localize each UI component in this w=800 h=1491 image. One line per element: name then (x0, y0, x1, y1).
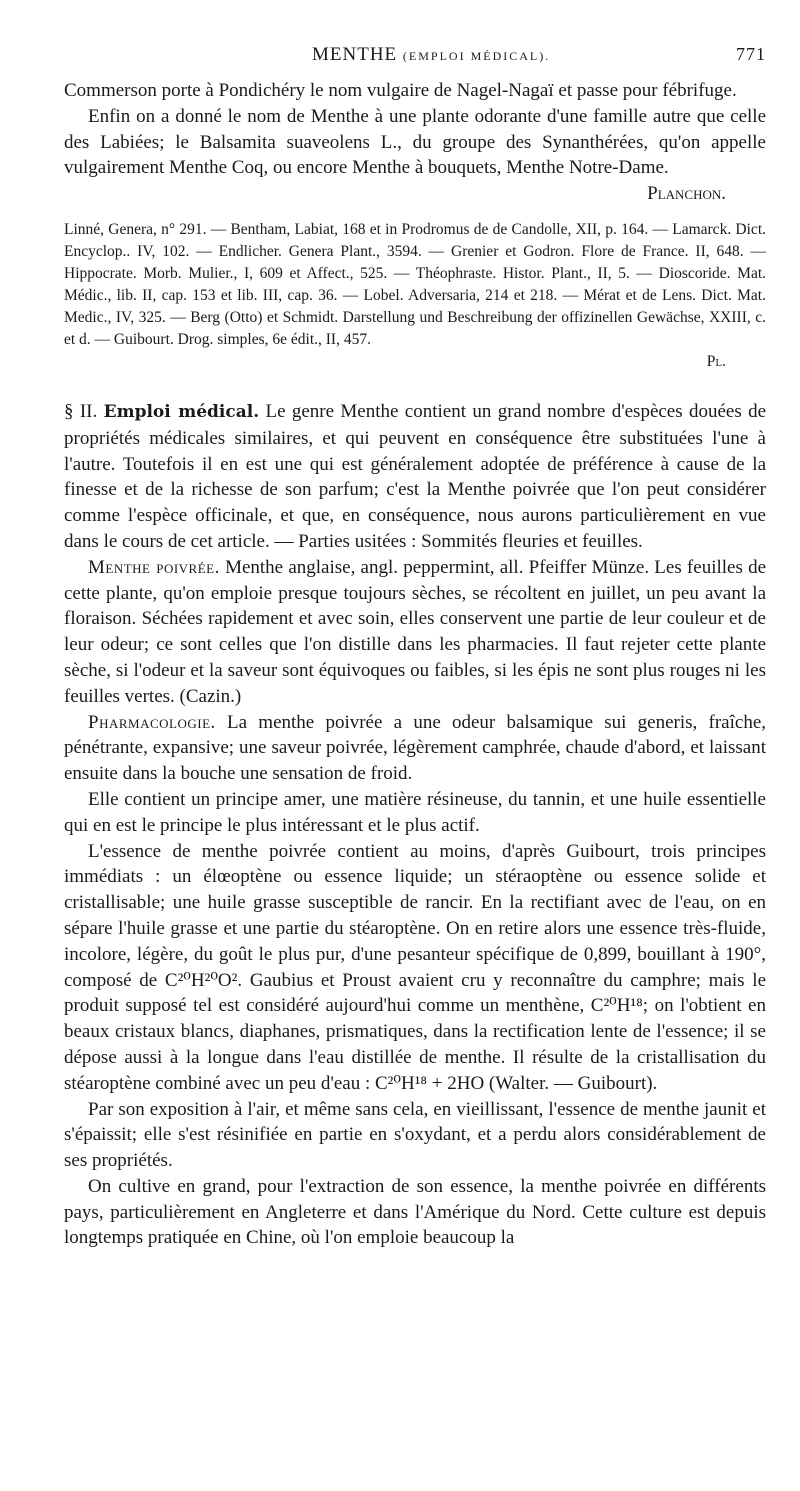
bibliography-text: Linné, Genera, n° 291. — Bentham, Labiat, 168 et in Prodromus de de Candolle, XII, p. 164. — Lamarck. Dict. Encyclop.. IV, 102. — Endlicher. Genera Plant., 3594. — Grenier et Godron. Flore de France. II, 648. — Hippocrate. Morb. Mulier., I, 609 et Affect., 525. — Théophraste. Histor. Plant., II, 5. — Dioscoride. Mat. Médic., lib. II, cap. 153 et lib. III, cap. 36. — Lobel. Adversaria, 214 et 218. — Mérat et de Lens. Dict. Mat. Medic., IV, 325. — Berg (Otto) et Schmidt. Darstellung und Beschreibung der offizinellen Gewächse, XXIII, c. et d. — Guibourt. Drog. simples, 6e édit., II, 457. (64, 220, 766, 348)
paragraph-5-text: La menthe poivrée a une odeur balsamique sui generis, fraîche, pénétrante, expansive; une saveur poivrée, légèrement camphrée, chaude d'abord, et laissant ensuite dans la bouche une sensation de froid. (64, 711, 767, 785)
header-title: MENTHE (312, 44, 398, 65)
paragraph-5-lead: Pharmacologie. (88, 711, 216, 733)
header-subtitle: (EMPLOI MÉDICAL). (402, 49, 551, 63)
page-number: 771 (736, 44, 766, 64)
paragraph-5 (64, 710, 766, 787)
signature-pl: Pl. (706, 352, 726, 370)
section-intro-paragraph (64, 399, 766, 555)
main-text (64, 78, 766, 207)
paragraph-9: On cultive en grand, pour l'extraction de son essence, la menthe poivrée en différents pays, particulièrement en Angleterre et dans l'Amérique du Nord. Cette culture est depuis longtemps pratiquée en Chine, où l'on emploie beaucoup la (64, 1175, 766, 1249)
paragraph-2: Enfin on a donné le nom de Menthe à une plante odorante d'une famille autre que celle des Labiées; le Balsamita suaveolens L., du groupe des Synanthérées, qu'on appelle vulgairement Menthe Coq, ou encore Menthe à bouquets, Menthe Notre-Dame. (64, 105, 766, 179)
section-title: Emploi médical. (103, 401, 260, 422)
paragraph-1: Commerson porte à Pondichéry le nom vulgaire de Nagel-Nagaï et passe pour fébrifuge. (64, 80, 737, 101)
paragraph-3: Le genre Menthe contient un grand nombre d'espèces douées de propriétés médicales similaires, et qui peuvent en conséquence être substituées l'une à l'autre. Toutefois il en est une qui est généralement adoptée de préférence à cause de la finesse et de la richesse de son parfum; c'est la Menthe poivrée que l'on peut considérer comme l'espèce officinale, et que, en conséquence, nous aurons particulièrement en vue dans le cours de cet article. — Parties usitées : Sommités fleuries et feuilles. (64, 400, 767, 552)
section-number: § II. (64, 400, 98, 422)
paragraph-8: Par son exposition à l'air, et même sans cela, en vieillissant, l'essence de menthe jaunit et s'épaissit; elle s'est résinifiée en partie en s'oxydant, et a perdu alors considérablement de ses propriétés. (64, 1098, 766, 1172)
bibliography-block (64, 219, 766, 373)
running-header (64, 44, 766, 78)
paragraph-7: L'essence de menthe poivrée contient au moins, d'après Guibourt, trois principes immédiats : un élœoptène ou essence liquide; un stéraoptène ou essence solide et cristallisable; une huile grasse susceptible de rancir. En la rectifiant avec de l'eau, on en sépare l'huile grasse et une partie du stéaroptène. On en retire alors une essence très-fluide, incolore, légère, du goût le plus pur, d'une pesanteur spécifique de 0,899, bouillant à 190°, composé de C²⁰H²⁰O². Gaubius et Proust avaient cru y reconnaître du camphre; mais le produit supposé tel est considéré aujourd'hui comme un menthène, C²⁰H¹⁸; on l'obtient en beaux cristaux blancs, diaphanes, prismatiques, dans la rectification lente de l'essence; il se dépose aussi à la longue dans l'eau distillée de menthe. Il résulte de la cristallisation du stéaroptène combiné avec un peu d'eau : C²⁰H¹⁸ + 2HO (Walter. — Guibourt). (64, 840, 766, 1094)
header-title-group (312, 44, 550, 66)
paragraph-4 (64, 555, 766, 710)
paragraph-6: Elle contient un principe amer, une matière résineuse, du tannin, et une huile essentielle qui en est le principe le plus intéressant et le plus actif. (64, 788, 766, 836)
section-emploi-medical (64, 399, 766, 1251)
signature-planchon: Planchon. (647, 183, 726, 205)
paragraph-4-text: Menthe anglaise, angl. peppermint, all. Pfeiffer Münze. Les feuilles de cette plante, qu'on emploie presque toujours sèches, se récoltent en juillet, un peu avant la floraison. Séchées rapidement et avec soin, elles conservent une partie de leur couleur et de leur odeur; ce sont celles que l'on distille dans les pharmacies. Il faut rejeter cette plante sèche, si l'odeur et la saveur sont équivoques ou faibles, si les épis ne sont plus rouges ni les feuilles vertes. (Cazin.) (64, 556, 767, 707)
paragraph-4-lead: Menthe poivrée. (88, 556, 220, 578)
